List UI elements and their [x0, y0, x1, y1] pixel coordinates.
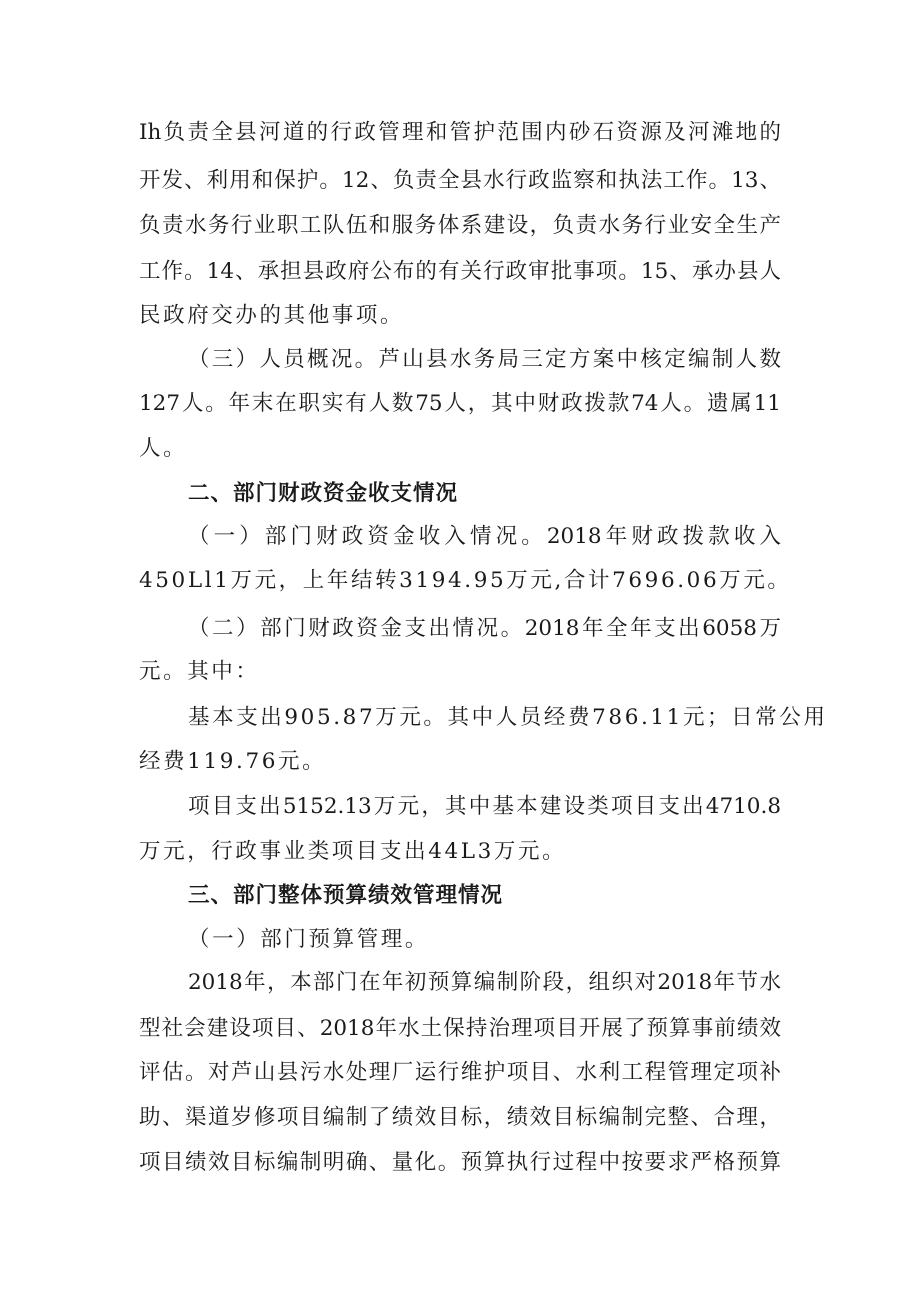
section-heading: 二、部门财政资金收支情况: [188, 481, 459, 506]
paragraph-line: 项目绩效目标编制明确、量化。预算执行过程中按要求严格预算: [139, 1150, 781, 1175]
paragraph-line: 2018年，本部门在年初预算编制阶段，组织对2018年节水: [188, 970, 781, 995]
paragraph-line: 负责水务行业职工队伍和服务体系建设，负责水务行业安全生产: [139, 213, 781, 238]
paragraph-line: 助、渠道岁修项目编制了绩效目标，绩效目标编制完整、合理，: [139, 1105, 781, 1130]
subsection-heading: （一）部门预算管理。: [188, 927, 430, 952]
paragraph-line: 127人。年末在职实有人数75人，其中财政拨款74人。遗属11: [139, 391, 781, 416]
paragraph-line: 评估。对芦山县污水处理厂运行维护项目、水利工程管理定项补: [139, 1060, 781, 1085]
section-heading: 三、部门整体预算绩效管理情况: [188, 883, 504, 908]
paragraph-line: 开发、利用和保护。12、负责全县水行政监察和执法工作。13、: [139, 168, 781, 193]
paragraph-line: 450Ll1万元，上年结转3194.95万元,合计7696.06万元。: [139, 568, 792, 593]
paragraph-line: 元。其中：: [139, 659, 260, 684]
paragraph-line: 经费119.76元。: [139, 749, 327, 774]
paragraph-line: 人。: [139, 436, 188, 461]
paragraph-line: （二）部门财政资金支出情况。2018年全年支出6058万: [188, 616, 781, 641]
paragraph-line: Ih负责全县河道的行政管理和管护范围内砂石资源及河滩地的: [139, 120, 781, 145]
paragraph-line: 项目支出5152.13万元，其中基本建设类项目支出4710.8: [188, 794, 781, 819]
paragraph-line: （一）部门财政资金收入情况。2018年财政拨款收入: [188, 524, 781, 549]
paragraph-line: 基本支出905.87万元。其中人员经费786.11元；日常公用: [188, 705, 828, 730]
paragraph-line: （三）人员概况。芦山县水务局三定方案中核定编制人数: [188, 347, 781, 372]
paragraph-line: 型社会建设项目、2018年水土保持治理项目开展了预算事前绩效: [139, 1016, 781, 1041]
paragraph-line: 万元，行政事业类项目支出44L3万元。: [139, 839, 567, 864]
paragraph-line: 工作。14、承担县政府公布的有关行政审批事项。15、承办县人: [139, 259, 781, 284]
paragraph-line: 民政府交办的其他事项。: [139, 303, 405, 328]
